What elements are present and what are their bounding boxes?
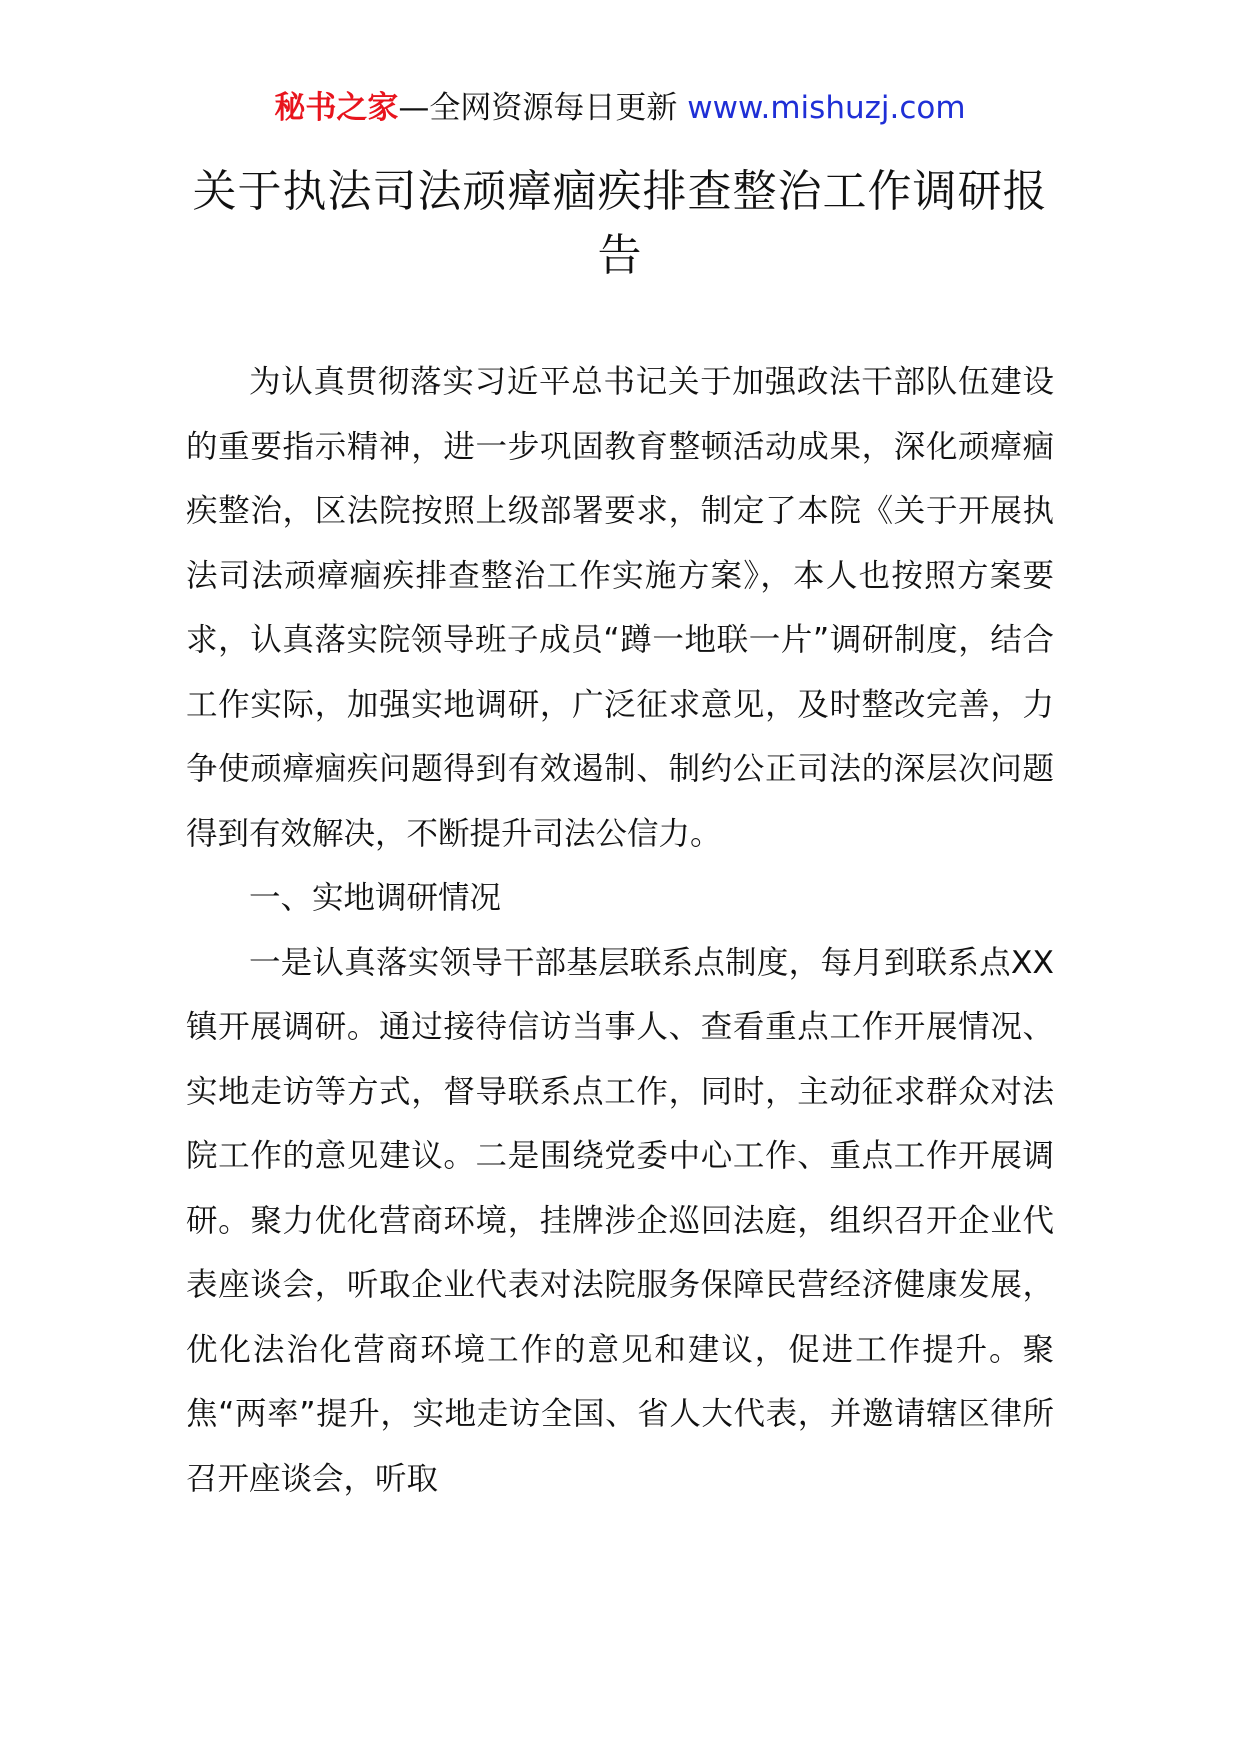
- brand-name: 秘书之家: [274, 90, 399, 126]
- document-body: [186, 350, 1054, 1511]
- body-paragraph: 一是认真落实领导干部基层联系点制度，每月到联系点XX镇开展调研。通过接待信访当事人、查看重点工作开展情况、实地走访等方式，督导联系点工作，同时，主动征求群众对法院工作的意见建议。二是围绕党委中心工作、重点工作开展调研。聚力优化营商环境，挂牌涉企巡回法庭，组织召开企业代表座谈会，听取企业代表对法院服务保障民营经济健康发展，优化法治化营商环境工作的意见和建议，促进工作提升。聚焦“两率”提升，实地走访全国、省人大代表，并邀请辖区律所召开座谈会，听取: [186, 944, 1054, 1497]
- header-tagline: —全网资源每日更新: [398, 90, 688, 126]
- intro-paragraph: 为认真贯彻落实习近平总书记关于加强政法干部队伍建设的重要指示精神，进一步巩固教育整顿活动成果，深化顽瘴痼疾整治，区法院按照上级部署要求，制定了本院《关于开展执法司法顽瘴痼疾排查整治工作实施方案》，本人也按照方案要求，认真落实院领导班子成员“蹲一地联一片”调研制度，结合工作实际，加强实地调研，广泛征求意见，及时整改完善，力争使顽瘴痼疾问题得到有效遏制、制约公正司法的深层次问题得到有效解决，不断提升司法公信力。: [186, 364, 1054, 852]
- document-title: 关于执法司法顽瘴痼疾排查整治工作调研报告: [192, 166, 1048, 281]
- section-heading: 一、实地调研情况: [249, 880, 502, 916]
- site-header: [0, 88, 1240, 128]
- site-url-link[interactable]: www.mishuzj.com: [687, 90, 966, 126]
